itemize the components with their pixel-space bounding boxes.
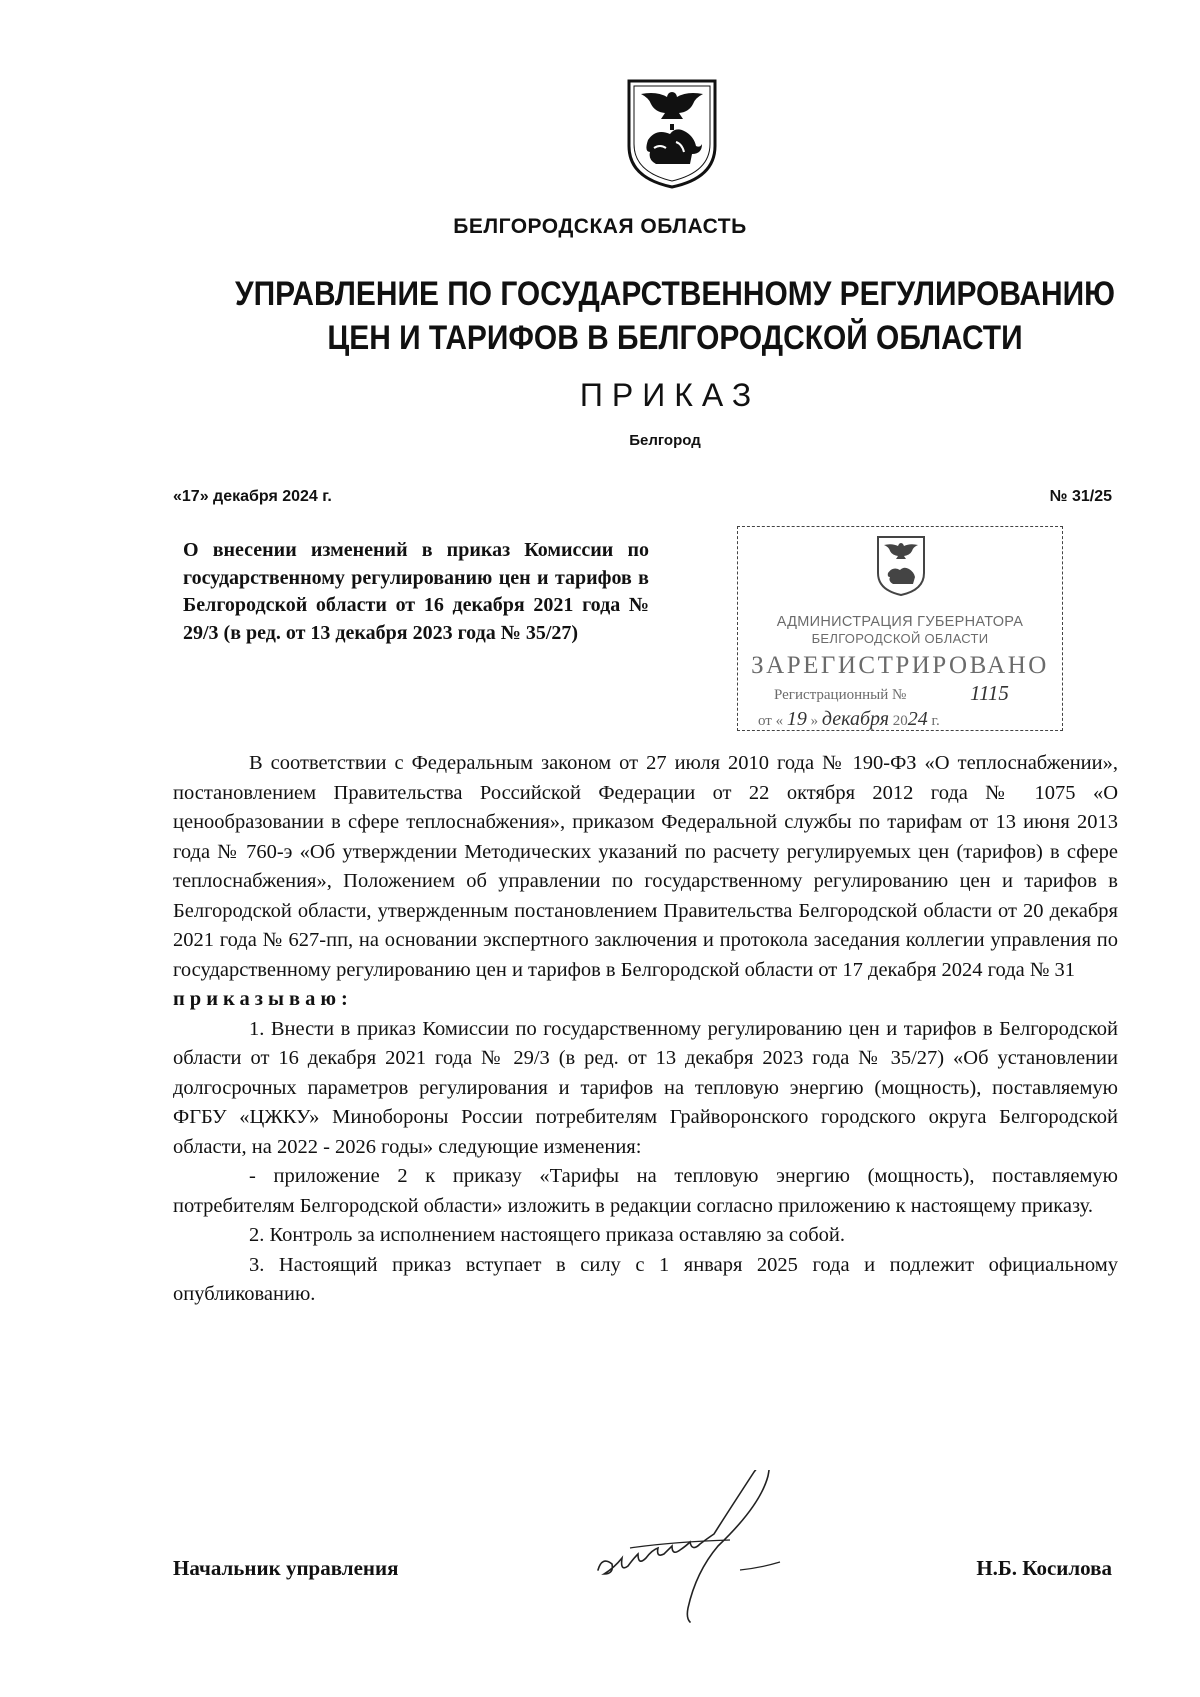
stamp-reg-number: 1115 [970, 681, 1009, 705]
agency-line-1: УПРАВЛЕНИЕ ПО ГОСУДАРСТВЕННОМУ РЕГУЛИРОВАНИЮ [234, 275, 1116, 313]
agency-heading [213, 272, 1137, 360]
agency-line-2: ЦЕН И ТАРИФОВ В БЕЛГОРОДСКОЙ ОБЛАСТИ [327, 319, 1023, 357]
order-date: «17» декабря 2024 г. [173, 488, 332, 505]
stamp-admin-line: АДМИНИСТРАЦИЯ ГУБЕРНАТОРА [776, 614, 1024, 630]
stamp-year-prefix: 20 [892, 713, 908, 729]
region-heading: БЕЛГОРОДСКАЯ ОБЛАСТЬ [453, 215, 747, 238]
stamp-date-prefix: от « [758, 713, 784, 729]
stamp-reg-label: Регистрационный № [774, 687, 907, 703]
stamp-date-mid: » [810, 713, 819, 729]
signer-name: Н.Б. Косилова [976, 1556, 1112, 1580]
order-body [173, 749, 1118, 1310]
stamp-year-suffix: 24 [907, 708, 928, 730]
coat-of-arms-icon [626, 78, 718, 190]
item-1-paragraph: 1. Внести в приказ Комиссии по государственному регулированию цен и тарифов в Белгородской области от 16 декабря 2021 года № 29/3 (в ред. от 13 декабря 2023 года № 35/27) «Об установлении долгосрочных параметров регулирования и тарифов на тепловую энергию (мощность), поставляемую ФГБУ «ЦЖКУ» Минобороны России потребителям Грайворонского городского округа Белгородской области, на 2022 - 2026 годы» следующие изменения: [173, 1017, 1118, 1158]
handwritten-signature [590, 1470, 890, 1640]
signer-title: Начальник управления [173, 1556, 399, 1580]
stamp-month: декабря [821, 708, 890, 730]
stamp-day: 19 [786, 708, 807, 730]
stamp-registered-label: ЗАРЕГИСТРИРОВАНО [751, 652, 1049, 679]
city-label: Белгород [629, 432, 701, 449]
stamp-year-end: г. [931, 713, 940, 729]
stamp-emblem-icon [876, 535, 926, 597]
item-2-paragraph: 2. Контроль за исполнением настоящего приказа оставляю за собой. [249, 1224, 845, 1246]
registration-stamp [737, 526, 1063, 731]
item-1-subparagraph: - приложение 2 к приказу «Тарифы на тепловую энергию (мощность), поставляемую потребителям Белгородской области» изложить в редакции согласно приложению к настоящему приказу. [173, 1165, 1118, 1217]
order-word: приказываю: [173, 988, 353, 1010]
order-subject: О внесении изменений в приказ Комиссии по государственному регулированию цен и тарифов в Белгородской области от 16 декабря 2021 года № 29/3 (в ред. от 13 декабря 2023 года № 35/27) [183, 539, 649, 644]
order-number: № 31/25 [1049, 488, 1112, 505]
preamble-paragraph: В соответствии с Федеральным законом от 27 июля 2010 года № 190-ФЗ «О теплоснабжении», постановлением Правительства Российской Федерации от 22 октября 2012 года № 1075 «О ценообразовании в сфере теплоснабжения», приказом Федеральной службы по тарифам от 13 июня 2013 года № 760-э «Об утверждении Методических указаний по расчету регулируемых цен (тарифов) в сфере теплоснабжения», Положением об управлении по государственному регулированию цен и тарифов в Белгородской области, утвержденным постановлением Правительства Белгородской области от 20 декабря 2021 года № 627-пп, на основании экспертного заключения и протокола заседания коллегии управления по государственному регулированию цен и тарифов в Белгородской области от 17 декабря 2024 года № 31 [173, 752, 1118, 981]
stamp-date [758, 708, 940, 731]
item-3-paragraph: 3. Настоящий приказ вступает в силу с 1 января 2025 года и подлежит официальному опубликованию. [173, 1253, 1118, 1305]
stamp-region-line: БЕЛГОРОДСКОЙ ОБЛАСТИ [811, 631, 989, 646]
order-title: ПРИКАЗ [579, 377, 761, 413]
